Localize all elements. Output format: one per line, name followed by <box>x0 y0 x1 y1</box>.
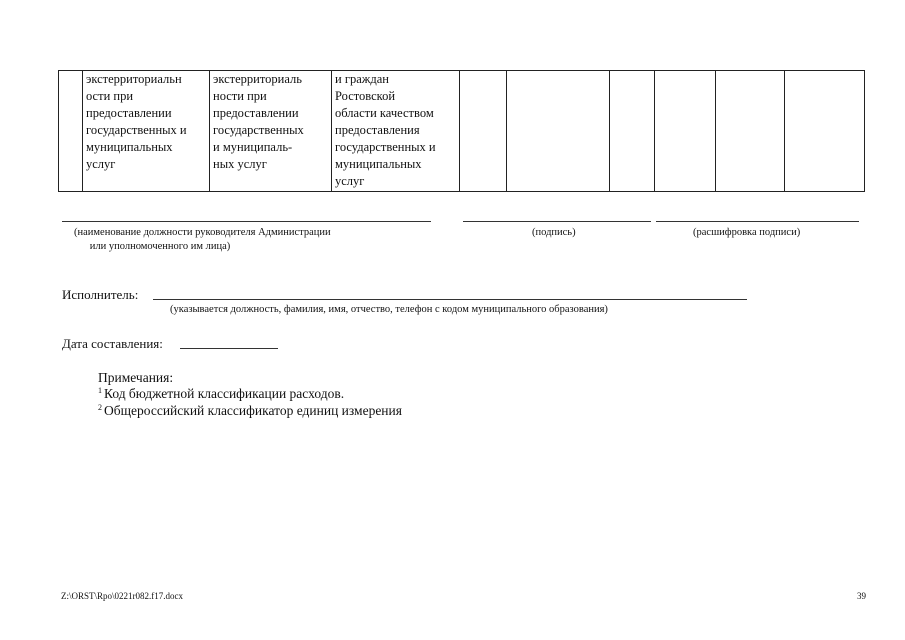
table-row <box>59 71 865 192</box>
table-cell <box>716 71 785 192</box>
date-label: Дата составления: <box>62 336 163 351</box>
table-cell <box>655 71 716 192</box>
executor-caption: (указывается должность, фамилия, имя, отчество, телефон с кодом муниципального образования) <box>170 304 608 315</box>
note-item <box>98 403 402 419</box>
date-line <box>180 348 278 349</box>
decoding-caption: (расшифровка подписи) <box>693 227 801 238</box>
note-text: Общероссийский классификатор единиц измерения <box>104 403 402 418</box>
signature-line <box>463 221 651 222</box>
data-table <box>58 70 865 192</box>
table-cell: экстерриториальн ости при предоставлении государственных и муниципальных услуг <box>83 71 210 192</box>
page-number: 39 <box>857 591 866 601</box>
note-item <box>98 386 344 402</box>
note-text: Код бюджетной классификации расходов. <box>104 386 345 401</box>
notes-heading: Примечания: <box>98 370 174 385</box>
table-cell: экстерриториаль ности при предоставлении государственных и муниципаль- ных услуг <box>210 71 332 192</box>
table-cell <box>785 71 865 192</box>
position-line <box>62 221 431 222</box>
footer-file-path: Z:\ORST\Rpo\0221r082.f17.docx <box>61 591 183 601</box>
executor-line <box>153 299 747 300</box>
note-number: 2 <box>98 402 102 412</box>
table-cell <box>59 71 83 192</box>
table-cell <box>507 71 610 192</box>
decoding-line <box>656 221 859 222</box>
signature-caption: (подпись) <box>532 227 576 238</box>
table-cell: и граждан Ростовской области качеством предоставления государственных и муниципальных услуг <box>332 71 460 192</box>
executor-label: Исполнитель: <box>62 287 139 302</box>
table-cell <box>610 71 655 192</box>
note-number: 1 <box>98 385 102 395</box>
table-cell <box>460 71 507 192</box>
position-caption: (наименование должности руководителя Администрации или уполномоченного им лица) <box>74 227 331 252</box>
